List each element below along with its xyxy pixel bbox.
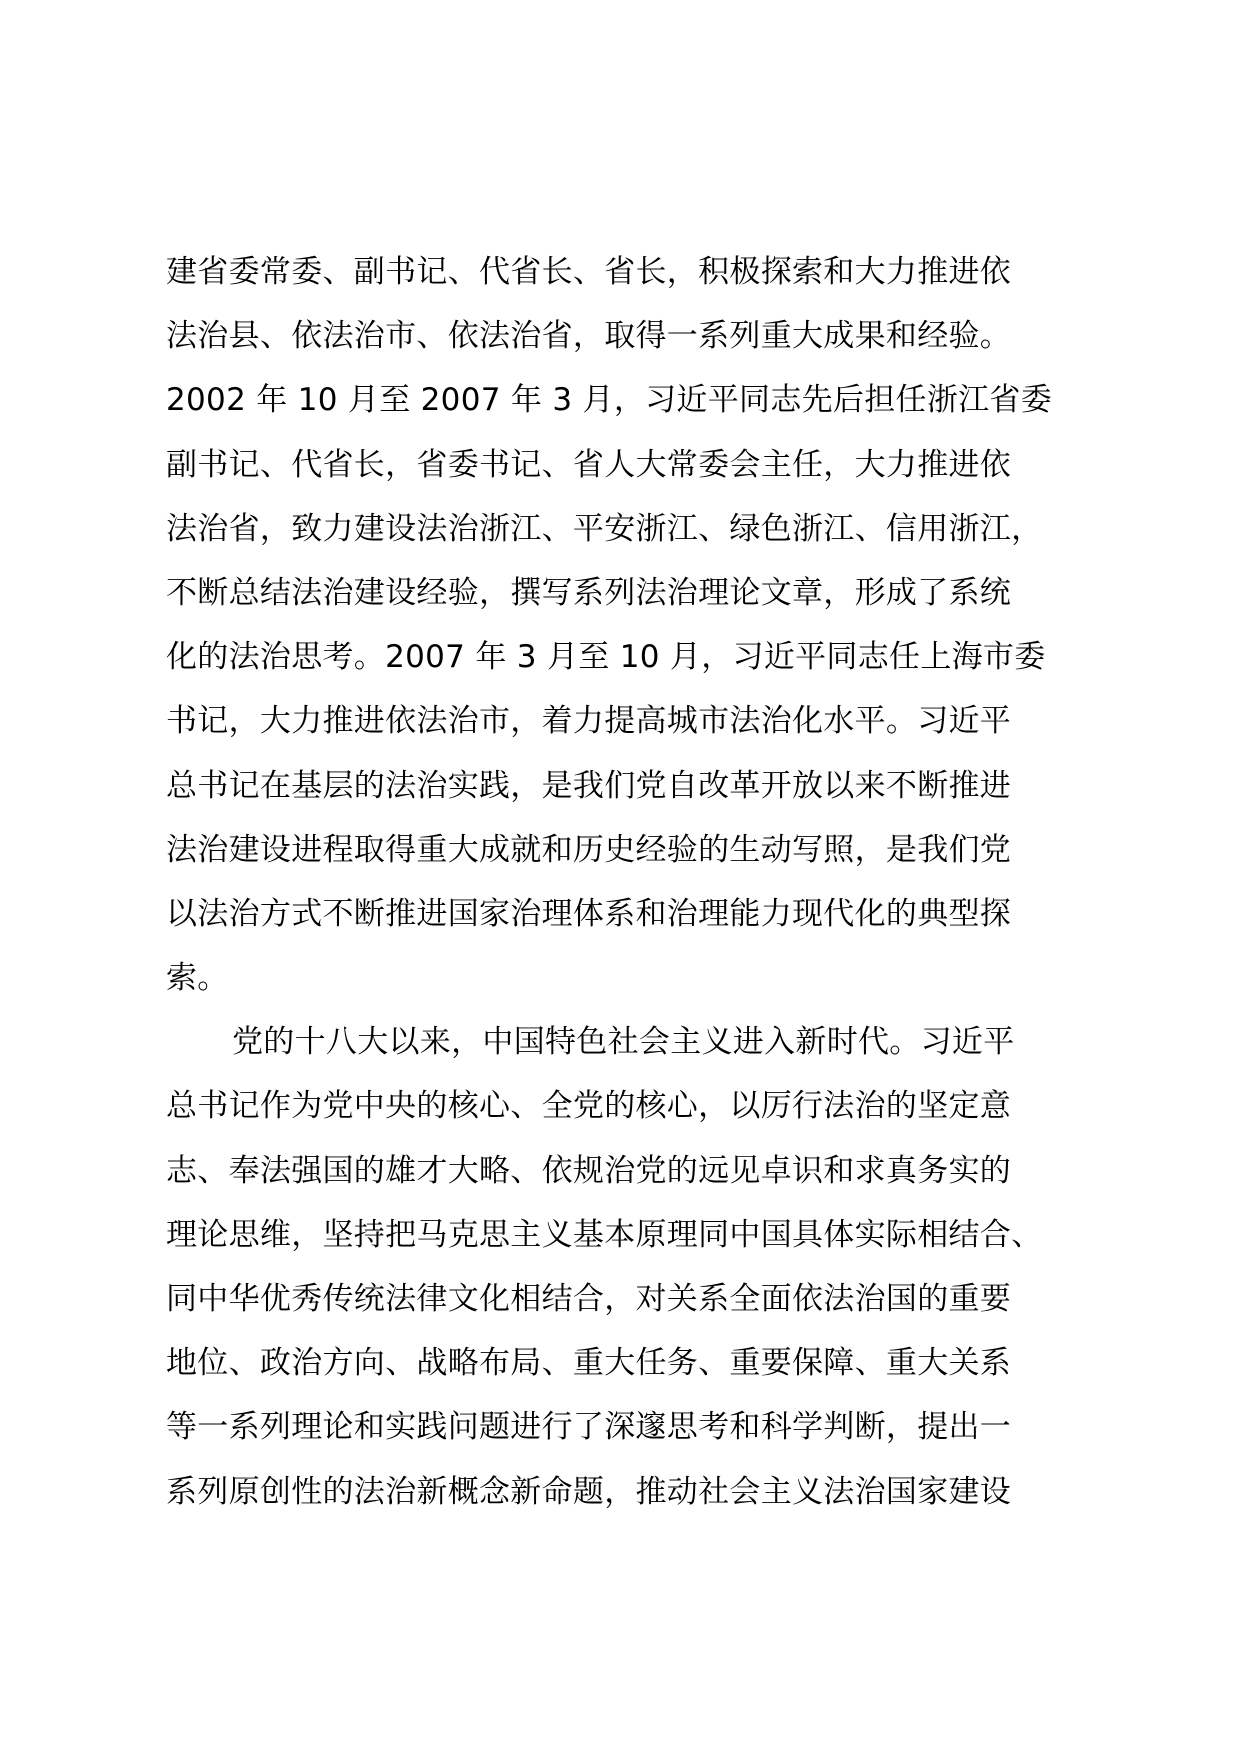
- text-line: 法治建设进程取得重大成就和历史经验的生动写照，是我们党: [166, 831, 1012, 868]
- text-line: 以法治方式不断推进国家治理体系和治理能力现代化的典型探: [166, 895, 1012, 932]
- text-line: 同中华优秀传统法律文化相结合，对关系全面依法治国的重要: [166, 1281, 1012, 1317]
- text-line: 法治省，致力建设法治浙江、平安浙江、绿色浙江、信用浙江，: [166, 510, 1043, 547]
- text-line: 志、奉法强国的雄才大略、依规治党的远见卓识和求真务实的: [166, 1152, 1012, 1189]
- text-line: 法治县、依法治市、依法治省，取得一系列重大成果和经验。: [166, 318, 1012, 355]
- text-line: 地位、政治方向、战略布局、重大任务、重要保障、重大关系: [166, 1345, 1012, 1382]
- text-line: 系列原创性的法治新概念新命题，推动社会主义法治国家建设: [166, 1473, 1012, 1510]
- text-line: 化的法治思考。2007 年 3 月至 10 月，习近平同志任上海市委: [166, 639, 1046, 676]
- text-line: 副书记、代省长，省委书记、省人大常委会主任，大力推进依: [166, 446, 1012, 483]
- text-line: 理论思维，坚持把马克思主义基本原理同中国具体实际相结合、: [166, 1216, 1043, 1253]
- text-line: 建省委常委、副书记、代省长、省长，积极探索和大力推进依: [166, 254, 1012, 290]
- text-line: 索。: [166, 960, 229, 997]
- text-line: 书记，大力推进依法治市，着力提高城市法治化水平。习近平: [166, 703, 1012, 740]
- text-line: 2002 年 10 月至 2007 年 3 月，习近平同志先后担任浙江省委: [166, 382, 1053, 419]
- text-line: 不断总结法治建设经验，撰写系列法治理论文章，形成了系统: [166, 574, 1012, 611]
- paragraph-start-line: 党的十八大以来，中国特色社会主义进入新时代。习近平: [232, 1024, 1015, 1061]
- text-line: 等一系列理论和实践问题进行了深邃思考和科学判断，提出一: [166, 1409, 1012, 1446]
- text-line: 总书记在基层的法治实践，是我们党自改革开放以来不断推进: [166, 767, 1012, 804]
- text-line: 总书记作为党中央的核心、全党的核心，以厉行法治的坚定意: [166, 1088, 1012, 1125]
- body-text: [166, 240, 1126, 1524]
